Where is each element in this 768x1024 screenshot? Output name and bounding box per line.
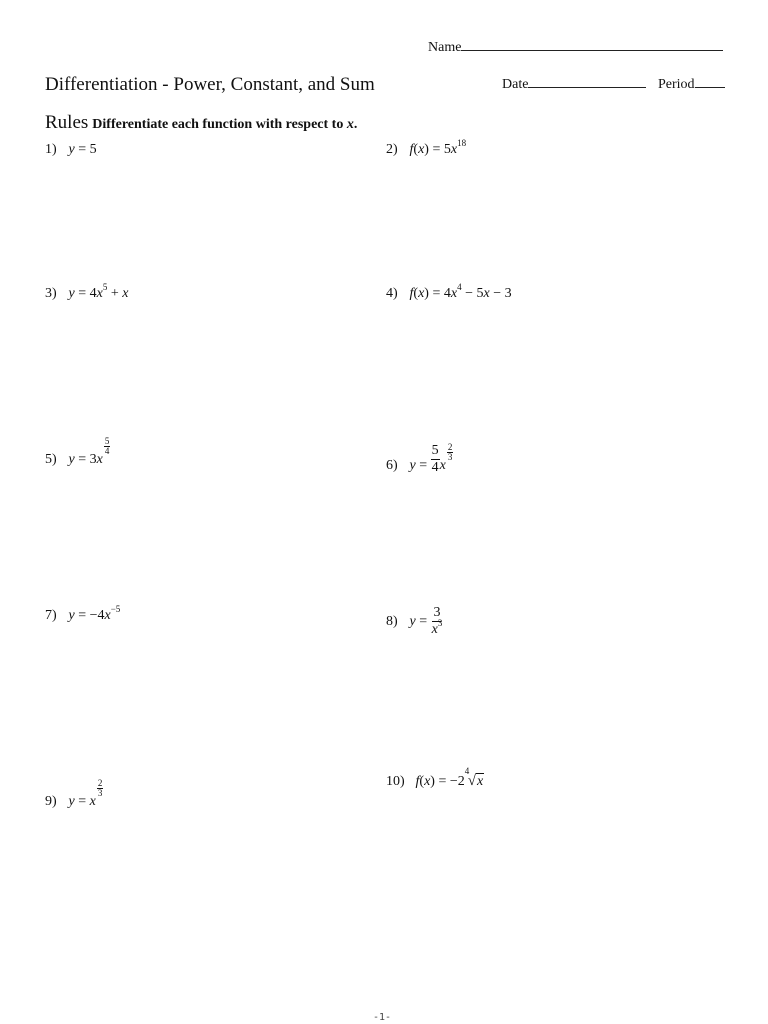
instructions [92, 117, 357, 132]
period-blank[interactable] [695, 86, 725, 88]
page-number: -1- [373, 1012, 392, 1023]
period-label: Period [658, 77, 695, 92]
instructions-text: Differentiate each function with respect to [92, 117, 347, 132]
instructions-line [45, 112, 357, 134]
problem-number: 5) [45, 451, 57, 467]
problem-number: 8) [386, 613, 398, 629]
name-label: Name [428, 40, 462, 55]
problem-number: 4) [386, 286, 398, 301]
date-field[interactable] [502, 77, 646, 93]
equation-7: $y = -4x^{-5}$ [68, 604, 121, 623]
problem-number: 9) [45, 793, 57, 809]
period-field[interactable] [658, 77, 725, 93]
name-field[interactable] [428, 40, 723, 56]
equation-1: y = 5 [68, 142, 97, 157]
equation-5: y = 3x $\frac{5}{4}$ [68, 436, 110, 467]
problem-10 [386, 766, 484, 789]
problem-number: 6) [386, 457, 398, 473]
problem-1 [45, 143, 97, 157]
title-rules-word: Rules [45, 112, 89, 133]
worksheet-title: Differentiation - Power, Constant, and Sum [45, 74, 375, 95]
equation-10: f(x) = −2 4 √x [415, 766, 484, 789]
problem-number: 10) [386, 774, 405, 789]
date-blank[interactable] [528, 86, 646, 88]
problem-2 [386, 138, 467, 157]
equation-3: $y = 4x^5 + x$ [68, 282, 129, 301]
problem-8 [386, 606, 443, 637]
problem-9 [45, 778, 103, 811]
problem-7 [45, 604, 121, 623]
problem-number: 1) [45, 142, 57, 157]
problem-number: 7) [45, 608, 57, 623]
name-blank[interactable] [461, 49, 723, 51]
problem-5 [45, 436, 110, 469]
problem-4 [386, 282, 512, 301]
equation-4: $f(x) = 4x^4 - 5x - 3$ [409, 282, 512, 301]
problem-number: 2) [386, 142, 398, 157]
instructions-period: . [353, 117, 358, 132]
date-label: Date [502, 77, 529, 92]
equation-8: y = $\frac{3}{x^3}$ [409, 605, 443, 637]
equation-9: y = x $\frac{2}{3}$ [68, 778, 103, 809]
equation-2: $f(x) = 5x^{18}$ [409, 138, 467, 157]
problem-6 [386, 442, 453, 481]
instructions-variable: x [346, 117, 354, 132]
problem-number: 3) [45, 286, 57, 301]
equation-6: y = $\frac{5}{4}$ x $\frac{2}{3}$ [409, 442, 453, 475]
problem-3 [45, 282, 129, 301]
